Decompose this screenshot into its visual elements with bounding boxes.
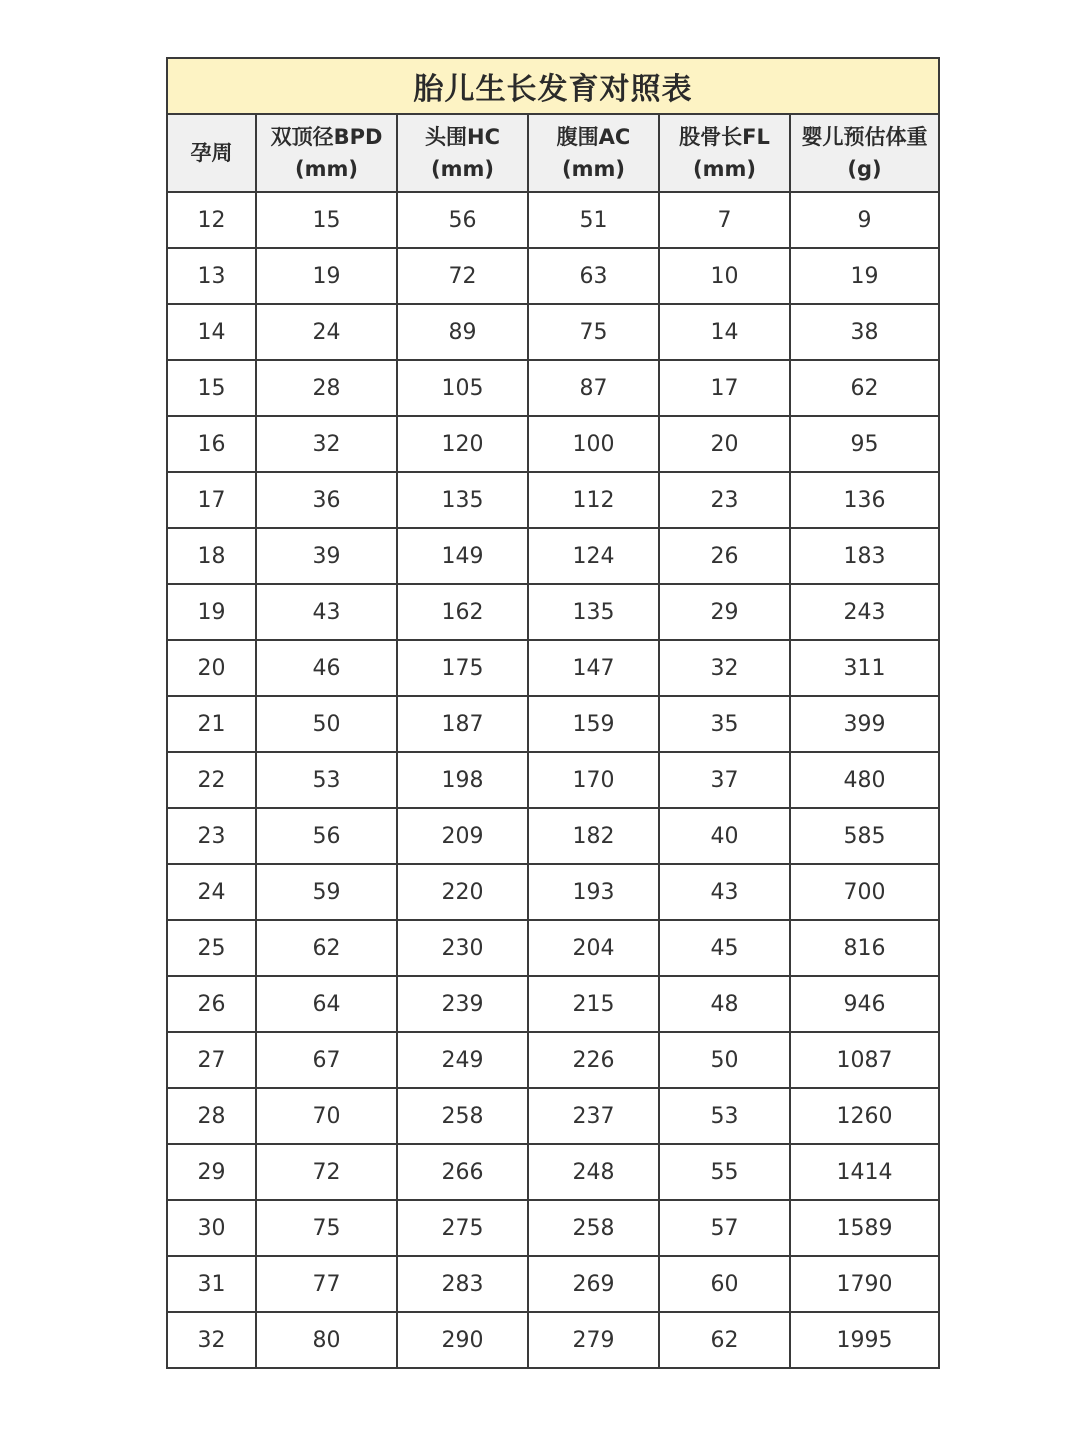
cell-hc: 72 (397, 248, 528, 304)
cell-bpd: 28 (256, 360, 397, 416)
cell-hc: 249 (397, 1032, 528, 1088)
cell-bpd: 32 (256, 416, 397, 472)
cell-week: 17 (167, 472, 256, 528)
cell-bpd: 15 (256, 192, 397, 248)
cell-bpd: 56 (256, 808, 397, 864)
cell-ac: 248 (528, 1144, 659, 1200)
table-row (167, 1312, 939, 1368)
cell-fl: 14 (659, 304, 790, 360)
cell-hc: 162 (397, 584, 528, 640)
table-row (167, 1200, 939, 1256)
table-row (167, 304, 939, 360)
cell-weight: 399 (790, 696, 939, 752)
cell-weight: 243 (790, 584, 939, 640)
cell-week: 27 (167, 1032, 256, 1088)
cell-bpd: 53 (256, 752, 397, 808)
cell-week: 22 (167, 752, 256, 808)
cell-weight: 38 (790, 304, 939, 360)
cell-hc: 187 (397, 696, 528, 752)
cell-ac: 100 (528, 416, 659, 472)
growth-chart (166, 57, 938, 1369)
cell-hc: 266 (397, 1144, 528, 1200)
cell-hc: 135 (397, 472, 528, 528)
header-weight-unit: (g) (847, 157, 882, 181)
cell-fl: 55 (659, 1144, 790, 1200)
table-row (167, 808, 939, 864)
cell-fl: 48 (659, 976, 790, 1032)
cell-fl: 37 (659, 752, 790, 808)
cell-ac: 124 (528, 528, 659, 584)
cell-ac: 170 (528, 752, 659, 808)
table-row (167, 1032, 939, 1088)
cell-hc: 290 (397, 1312, 528, 1368)
cell-hc: 198 (397, 752, 528, 808)
cell-fl: 29 (659, 584, 790, 640)
header-fl (659, 114, 790, 192)
cell-ac: 51 (528, 192, 659, 248)
table-row (167, 1144, 939, 1200)
cell-fl: 7 (659, 192, 790, 248)
cell-bpd: 43 (256, 584, 397, 640)
cell-ac: 204 (528, 920, 659, 976)
cell-fl: 40 (659, 808, 790, 864)
cell-weight: 946 (790, 976, 939, 1032)
cell-week: 31 (167, 1256, 256, 1312)
cell-week: 18 (167, 528, 256, 584)
table-row (167, 696, 939, 752)
cell-fl: 26 (659, 528, 790, 584)
cell-weight: 1087 (790, 1032, 939, 1088)
cell-bpd: 46 (256, 640, 397, 696)
cell-bpd: 50 (256, 696, 397, 752)
cell-hc: 89 (397, 304, 528, 360)
cell-hc: 56 (397, 192, 528, 248)
cell-hc: 230 (397, 920, 528, 976)
cell-bpd: 72 (256, 1144, 397, 1200)
cell-bpd: 24 (256, 304, 397, 360)
cell-ac: 75 (528, 304, 659, 360)
growth-table (166, 57, 940, 1369)
cell-weight: 816 (790, 920, 939, 976)
cell-fl: 23 (659, 472, 790, 528)
cell-bpd: 70 (256, 1088, 397, 1144)
cell-fl: 62 (659, 1312, 790, 1368)
cell-hc: 275 (397, 1200, 528, 1256)
cell-ac: 279 (528, 1312, 659, 1368)
cell-bpd: 36 (256, 472, 397, 528)
header-bpd (256, 114, 397, 192)
table-row (167, 752, 939, 808)
cell-week: 12 (167, 192, 256, 248)
cell-hc: 258 (397, 1088, 528, 1144)
cell-weight: 700 (790, 864, 939, 920)
header-ac (528, 114, 659, 192)
header-hc (397, 114, 528, 192)
cell-bpd: 75 (256, 1200, 397, 1256)
cell-week: 15 (167, 360, 256, 416)
cell-weight: 1790 (790, 1256, 939, 1312)
table-row (167, 360, 939, 416)
header-ac-unit: (mm) (562, 157, 625, 181)
cell-fl: 53 (659, 1088, 790, 1144)
cell-week: 32 (167, 1312, 256, 1368)
cell-weight: 183 (790, 528, 939, 584)
header-fl-unit: (mm) (693, 157, 756, 181)
cell-bpd: 59 (256, 864, 397, 920)
table-row (167, 976, 939, 1032)
cell-ac: 112 (528, 472, 659, 528)
header-hc-unit: (mm) (431, 157, 494, 181)
cell-weight: 1260 (790, 1088, 939, 1144)
cell-week: 28 (167, 1088, 256, 1144)
cell-fl: 60 (659, 1256, 790, 1312)
table-row (167, 472, 939, 528)
cell-bpd: 39 (256, 528, 397, 584)
table-row (167, 528, 939, 584)
cell-week: 29 (167, 1144, 256, 1200)
cell-ac: 237 (528, 1088, 659, 1144)
cell-bpd: 19 (256, 248, 397, 304)
cell-week: 13 (167, 248, 256, 304)
cell-ac: 63 (528, 248, 659, 304)
cell-weight: 9 (790, 192, 939, 248)
table-row (167, 1256, 939, 1312)
cell-week: 24 (167, 864, 256, 920)
cell-fl: 32 (659, 640, 790, 696)
cell-ac: 193 (528, 864, 659, 920)
table-row (167, 192, 939, 248)
cell-weight: 1414 (790, 1144, 939, 1200)
table-row (167, 640, 939, 696)
cell-weight: 95 (790, 416, 939, 472)
cell-ac: 147 (528, 640, 659, 696)
cell-weight: 1589 (790, 1200, 939, 1256)
cell-hc: 175 (397, 640, 528, 696)
cell-ac: 87 (528, 360, 659, 416)
table-row (167, 248, 939, 304)
cell-week: 26 (167, 976, 256, 1032)
cell-ac: 159 (528, 696, 659, 752)
cell-fl: 57 (659, 1200, 790, 1256)
cell-weight: 62 (790, 360, 939, 416)
cell-fl: 35 (659, 696, 790, 752)
cell-week: 14 (167, 304, 256, 360)
cell-ac: 226 (528, 1032, 659, 1088)
header-weight-label: 婴儿预估体重 (801, 125, 928, 149)
table-row (167, 416, 939, 472)
cell-hc: 149 (397, 528, 528, 584)
cell-ac: 215 (528, 976, 659, 1032)
cell-bpd: 80 (256, 1312, 397, 1368)
cell-week: 23 (167, 808, 256, 864)
cell-hc: 209 (397, 808, 528, 864)
cell-weight: 311 (790, 640, 939, 696)
cell-bpd: 62 (256, 920, 397, 976)
cell-fl: 43 (659, 864, 790, 920)
cell-bpd: 64 (256, 976, 397, 1032)
cell-bpd: 77 (256, 1256, 397, 1312)
header-bpd-unit: (mm) (295, 157, 358, 181)
cell-hc: 283 (397, 1256, 528, 1312)
header-week (167, 114, 256, 192)
cell-hc: 120 (397, 416, 528, 472)
header-hc-label: 头围HC (425, 125, 500, 149)
table-title: 胎儿生长发育对照表 (167, 58, 939, 114)
cell-bpd: 67 (256, 1032, 397, 1088)
cell-week: 16 (167, 416, 256, 472)
cell-hc: 239 (397, 976, 528, 1032)
cell-week: 30 (167, 1200, 256, 1256)
cell-hc: 220 (397, 864, 528, 920)
table-row (167, 1088, 939, 1144)
cell-week: 25 (167, 920, 256, 976)
cell-ac: 135 (528, 584, 659, 640)
cell-ac: 182 (528, 808, 659, 864)
cell-fl: 50 (659, 1032, 790, 1088)
cell-fl: 45 (659, 920, 790, 976)
cell-fl: 10 (659, 248, 790, 304)
table-row (167, 920, 939, 976)
cell-weight: 480 (790, 752, 939, 808)
cell-week: 20 (167, 640, 256, 696)
cell-fl: 20 (659, 416, 790, 472)
cell-week: 19 (167, 584, 256, 640)
cell-hc: 105 (397, 360, 528, 416)
header-fl-label: 股骨长FL (679, 125, 770, 149)
header-week-label: 孕周 (190, 141, 233, 165)
header-bpd-label: 双顶径BPD (270, 125, 383, 149)
header-ac-label: 腹围AC (556, 125, 631, 149)
table-row (167, 864, 939, 920)
header-weight (790, 114, 939, 192)
cell-ac: 269 (528, 1256, 659, 1312)
cell-fl: 17 (659, 360, 790, 416)
cell-weight: 136 (790, 472, 939, 528)
table-row (167, 584, 939, 640)
table-body (167, 192, 939, 1368)
cell-week: 21 (167, 696, 256, 752)
cell-weight: 19 (790, 248, 939, 304)
cell-ac: 258 (528, 1200, 659, 1256)
cell-weight: 585 (790, 808, 939, 864)
cell-weight: 1995 (790, 1312, 939, 1368)
header-row (167, 114, 939, 192)
